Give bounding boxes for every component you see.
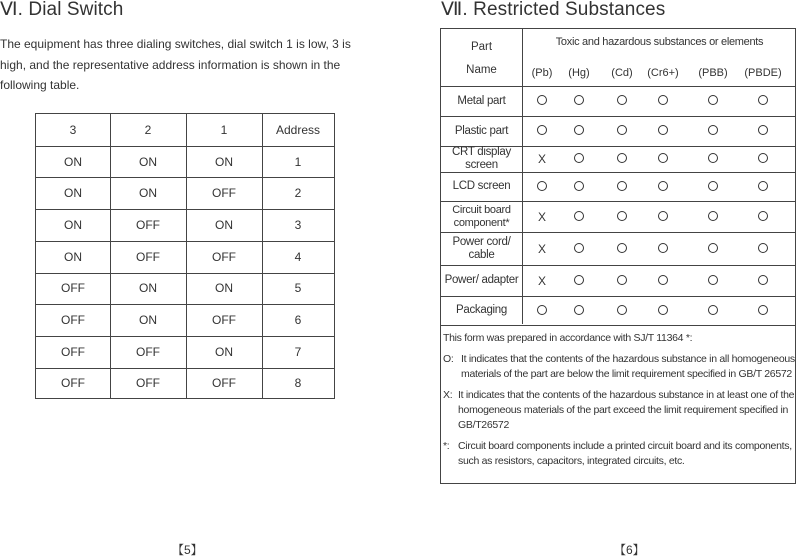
table-divider bbox=[36, 177, 334, 178]
circle-icon bbox=[658, 243, 668, 253]
circle-icon bbox=[617, 275, 627, 285]
note-text: This form was prepared in accordance with SJ/T 11364 *: bbox=[443, 332, 693, 344]
table-divider bbox=[441, 325, 795, 326]
dial-table-cell: OFF bbox=[212, 186, 236, 201]
circle-icon bbox=[617, 153, 627, 163]
table-divider bbox=[36, 241, 334, 242]
table-divider bbox=[36, 368, 334, 369]
page-number-right: 【6】 bbox=[614, 543, 645, 557]
mark-below-limit bbox=[569, 304, 589, 318]
table-divider bbox=[441, 172, 795, 173]
dial-table-cell: 2 bbox=[294, 186, 302, 201]
mark-below-limit bbox=[703, 274, 723, 288]
part-name-cell: Packaging bbox=[455, 304, 507, 316]
dial-table-cell: OFF bbox=[61, 281, 85, 296]
circle-icon bbox=[617, 95, 627, 105]
note-item bbox=[443, 439, 795, 469]
table-divider bbox=[262, 114, 263, 398]
part-name-cell: Plastic part bbox=[454, 124, 509, 137]
mark-below-limit bbox=[532, 180, 552, 194]
circle-icon bbox=[617, 125, 627, 135]
mark-below-limit bbox=[612, 152, 632, 166]
dial-table-cell: OFF bbox=[136, 217, 160, 232]
circle-icon bbox=[708, 95, 718, 105]
mark-below-limit bbox=[653, 180, 673, 194]
circle-icon bbox=[537, 181, 547, 191]
dial-table-cell: ON bbox=[64, 249, 82, 264]
circle-icon bbox=[708, 243, 718, 253]
dial-table-cell: OFF bbox=[212, 249, 236, 264]
mark-exceeds-limit: X bbox=[537, 273, 546, 288]
mark-below-limit bbox=[612, 180, 632, 194]
restricted-substances-notes bbox=[443, 331, 795, 469]
circle-icon bbox=[658, 153, 668, 163]
circle-icon bbox=[658, 125, 668, 135]
mark-below-limit bbox=[753, 304, 773, 318]
table-divider bbox=[36, 209, 334, 210]
table-divider bbox=[36, 336, 334, 337]
dial-table-cell: 5 bbox=[294, 281, 302, 296]
dial-table-row bbox=[36, 146, 334, 178]
mark-below-limit bbox=[612, 124, 632, 138]
dial-table-cell: ON bbox=[215, 154, 233, 169]
circle-icon bbox=[708, 305, 718, 315]
circle-icon bbox=[708, 211, 718, 221]
table-divider bbox=[441, 86, 795, 87]
part-name-cell: Circuit board component* bbox=[452, 203, 511, 229]
mark-below-limit bbox=[653, 304, 673, 318]
table-divider bbox=[441, 296, 795, 297]
table-divider bbox=[441, 265, 795, 266]
note-text: It indicates that the contents of the hazardous substance in all homogeneous materials of the part are below the limit requirement specified in GB/T 26572 bbox=[461, 353, 795, 380]
dial-table-cell: 4 bbox=[294, 249, 302, 264]
dial-table-header-row bbox=[36, 114, 334, 146]
circle-icon bbox=[758, 243, 768, 253]
circle-icon bbox=[617, 243, 627, 253]
part-name-cell: Power cord/ cable bbox=[452, 235, 511, 261]
substance-header: (PBDE) bbox=[744, 67, 782, 79]
circle-icon bbox=[708, 153, 718, 163]
mark-below-limit bbox=[703, 210, 723, 224]
mark-below-limit bbox=[612, 304, 632, 318]
note-text: Circuit board components include a printed circuit board and its components, such as resistors, capacitors, integrated circuits, etc. bbox=[458, 440, 792, 467]
table-divider bbox=[441, 232, 795, 233]
circle-icon bbox=[658, 211, 668, 221]
mark-exceeds-limit: X bbox=[537, 152, 546, 166]
substance-header: (Cr6+) bbox=[647, 67, 679, 79]
mark-below-limit bbox=[753, 274, 773, 288]
dial-table-cell: ON bbox=[139, 313, 157, 328]
circle-icon bbox=[658, 275, 668, 285]
dial-table-cell: ON bbox=[139, 186, 157, 201]
dial-table-cell: 7 bbox=[294, 344, 302, 359]
dial-table-cell: OFF bbox=[61, 344, 85, 359]
circle-icon bbox=[758, 95, 768, 105]
dial-table-row bbox=[36, 241, 334, 273]
dial-table-row bbox=[36, 273, 334, 305]
note-text: It indicates that the contents of the hazardous substance in at least one of the homogeneous materials of the part exceed the limit requirement specified in GB/T26572 bbox=[458, 389, 795, 431]
part-name-cell: Metal part bbox=[457, 94, 506, 107]
dial-table-header-cell: Address bbox=[275, 122, 321, 137]
dial-table-cell: ON bbox=[64, 186, 82, 201]
dial-table-cell: ON bbox=[139, 281, 157, 296]
mark-below-limit bbox=[753, 180, 773, 194]
circle-icon bbox=[617, 211, 627, 221]
table-divider bbox=[36, 146, 334, 147]
mark-below-limit bbox=[753, 242, 773, 256]
mark-below-limit bbox=[653, 210, 673, 224]
table-divider bbox=[441, 201, 795, 202]
mark-below-limit bbox=[703, 180, 723, 194]
circle-icon bbox=[617, 305, 627, 315]
note-item bbox=[443, 388, 795, 433]
dial-table-cell: 3 bbox=[294, 217, 302, 232]
table-divider bbox=[110, 114, 111, 398]
circle-icon bbox=[574, 95, 584, 105]
mark-below-limit bbox=[569, 274, 589, 288]
circle-icon bbox=[708, 125, 718, 135]
mark-below-limit bbox=[653, 242, 673, 256]
circle-icon bbox=[758, 181, 768, 191]
part-name-cell: CRT display screen bbox=[452, 146, 511, 171]
mark-below-limit bbox=[532, 124, 552, 138]
circle-icon bbox=[574, 305, 584, 315]
mark-below-limit bbox=[532, 94, 552, 108]
dial-table-header-cell: 1 bbox=[220, 122, 228, 137]
mark-below-limit bbox=[703, 124, 723, 138]
dial-switch-intro: The equipment has three dialing switches, dial switch 1 is low, 3 is high, and the representative address information is shown in the following table. bbox=[0, 37, 351, 92]
circle-icon bbox=[574, 243, 584, 253]
dial-table-row bbox=[36, 177, 334, 209]
part-name-cell: LCD screen bbox=[452, 180, 511, 192]
substance-header: (Cd) bbox=[611, 67, 633, 79]
note-item bbox=[443, 331, 795, 346]
dial-table-cell: ON bbox=[64, 154, 82, 169]
dial-table-cell: OFF bbox=[136, 344, 160, 359]
mark-below-limit bbox=[532, 304, 552, 318]
circle-icon bbox=[658, 95, 668, 105]
circle-icon bbox=[537, 305, 547, 315]
mark-below-limit bbox=[569, 242, 589, 256]
dial-table-cell: OFF bbox=[212, 376, 236, 391]
dial-table-header-cell: 3 bbox=[69, 122, 77, 137]
table-divider bbox=[186, 114, 187, 398]
dial-table-cell: OFF bbox=[61, 376, 85, 391]
circle-icon bbox=[758, 153, 768, 163]
substance-header: (PBB) bbox=[698, 67, 728, 79]
mark-below-limit bbox=[703, 94, 723, 108]
circle-icon bbox=[708, 181, 718, 191]
dial-table-cell: OFF bbox=[136, 376, 160, 391]
circle-icon bbox=[574, 125, 584, 135]
substance-header: (Pb) bbox=[531, 67, 553, 79]
dial-table-cell: ON bbox=[139, 154, 157, 169]
restricted-substances-heading: Ⅶ. Restricted Substances bbox=[441, 0, 666, 20]
note-item bbox=[443, 352, 795, 382]
circle-icon bbox=[574, 275, 584, 285]
mark-below-limit bbox=[612, 242, 632, 256]
note-prefix: X: bbox=[443, 389, 453, 401]
dial-table-cell: 8 bbox=[294, 376, 302, 391]
part-header: Part bbox=[470, 41, 493, 53]
dial-table-cell: OFF bbox=[212, 313, 236, 328]
table-divider bbox=[36, 304, 334, 305]
circle-icon bbox=[617, 181, 627, 191]
mark-below-limit bbox=[612, 274, 632, 288]
mark-below-limit bbox=[569, 152, 589, 166]
circle-icon bbox=[574, 211, 584, 221]
page-number-left: 【5】 bbox=[172, 543, 203, 557]
dial-table-row bbox=[36, 336, 334, 368]
dial-switch-heading: Ⅵ. Dial Switch bbox=[0, 0, 124, 20]
dial-table-header-cell: 2 bbox=[144, 122, 152, 137]
circle-icon bbox=[758, 125, 768, 135]
mark-below-limit bbox=[703, 242, 723, 256]
dial-table-cell: ON bbox=[215, 281, 233, 296]
mark-below-limit bbox=[653, 274, 673, 288]
circle-icon bbox=[758, 211, 768, 221]
circle-icon bbox=[537, 95, 547, 105]
dial-table-cell: 1 bbox=[294, 154, 302, 169]
dial-table-row bbox=[36, 209, 334, 241]
part-header: Name bbox=[466, 64, 497, 76]
dial-table-cell: ON bbox=[64, 217, 82, 232]
mark-below-limit bbox=[653, 94, 673, 108]
dial-table-row bbox=[36, 368, 334, 400]
mark-below-limit bbox=[753, 124, 773, 138]
circle-icon bbox=[574, 181, 584, 191]
circle-icon bbox=[708, 275, 718, 285]
mark-below-limit bbox=[653, 152, 673, 166]
circle-icon bbox=[658, 181, 668, 191]
part-name-cell: Power/ adapter bbox=[444, 274, 519, 286]
mark-below-limit bbox=[703, 304, 723, 318]
mark-below-limit bbox=[612, 210, 632, 224]
dial-table-cell: 6 bbox=[294, 313, 302, 328]
dial-switch-table bbox=[35, 113, 335, 399]
mark-below-limit bbox=[612, 94, 632, 108]
mark-exceeds-limit: X bbox=[537, 209, 546, 224]
circle-icon bbox=[574, 153, 584, 163]
mark-below-limit bbox=[703, 152, 723, 166]
substance-header: (Hg) bbox=[568, 67, 590, 79]
dial-table-row bbox=[36, 304, 334, 336]
dial-table-cell: ON bbox=[215, 217, 233, 232]
mark-below-limit bbox=[569, 124, 589, 138]
mark-below-limit bbox=[569, 94, 589, 108]
mark-exceeds-limit: X bbox=[537, 241, 546, 256]
circle-icon bbox=[758, 305, 768, 315]
substances-group-header: Toxic and hazardous substances or elements bbox=[555, 36, 764, 48]
note-prefix: O: bbox=[443, 353, 454, 365]
mark-below-limit bbox=[569, 210, 589, 224]
circle-icon bbox=[758, 275, 768, 285]
mark-below-limit bbox=[753, 94, 773, 108]
mark-below-limit bbox=[653, 124, 673, 138]
table-divider bbox=[36, 273, 334, 274]
note-prefix: *: bbox=[443, 440, 450, 452]
mark-below-limit bbox=[753, 210, 773, 224]
dial-table-cell: ON bbox=[215, 344, 233, 359]
dial-table-cell: OFF bbox=[136, 249, 160, 264]
mark-below-limit bbox=[753, 152, 773, 166]
dial-table-cell: OFF bbox=[61, 313, 85, 328]
mark-below-limit bbox=[569, 180, 589, 194]
circle-icon bbox=[658, 305, 668, 315]
circle-icon bbox=[537, 125, 547, 135]
table-divider bbox=[441, 116, 795, 117]
